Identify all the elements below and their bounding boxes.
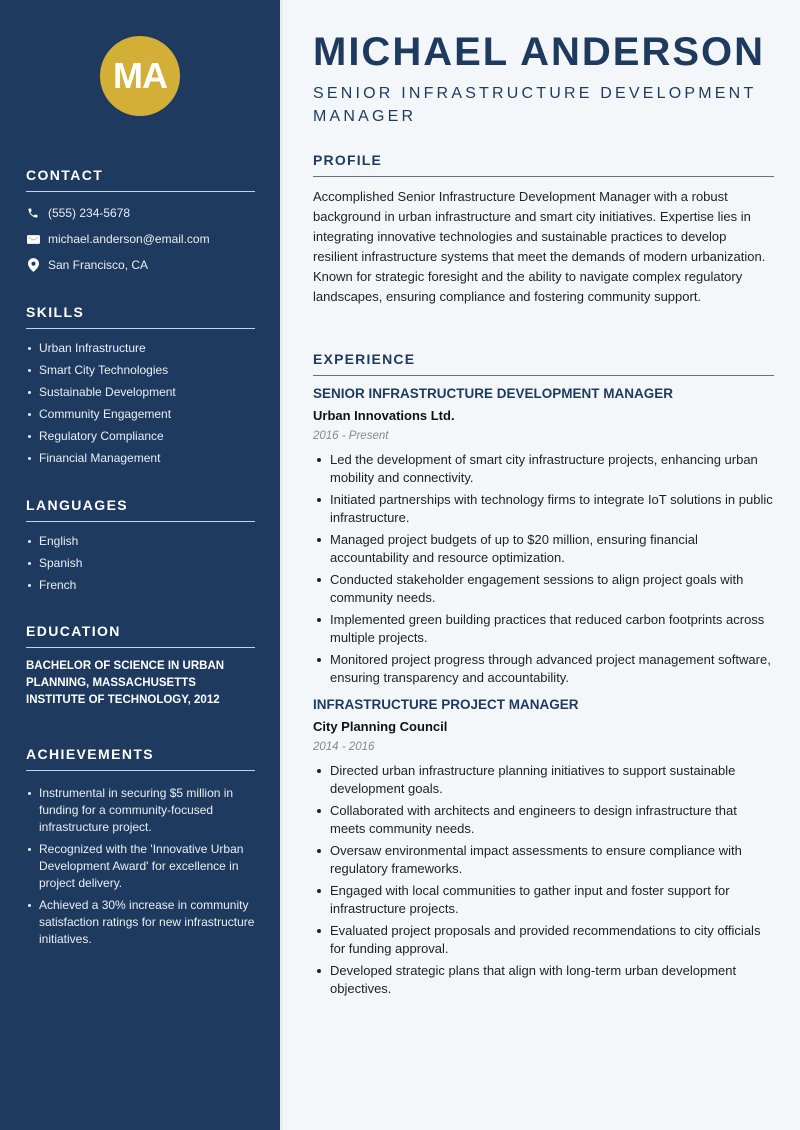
job-bullet: Conducted stakeholder engagement sessions to align project goals with community needs. bbox=[313, 571, 774, 607]
job-bullet: Developed strategic plans that align with long-term urban development objectives. bbox=[313, 962, 774, 998]
profile-section bbox=[313, 152, 774, 307]
job-bullet: Oversaw environmental impact assessments to ensure compliance with regulatory frameworks. bbox=[313, 842, 774, 878]
job-title: SENIOR INFRASTRUCTURE DEVELOPMENT MANAGER bbox=[313, 386, 674, 401]
email-icon bbox=[26, 232, 40, 246]
job-bullet: Evaluated project proposals and provided recommendations to city officials for funding approval. bbox=[313, 922, 774, 958]
achievement-item: Achieved a 30% increase in community satisfaction ratings for new infrastructure initiatives. bbox=[26, 897, 255, 948]
contact-location bbox=[26, 252, 255, 278]
contact-section bbox=[26, 167, 255, 278]
skill-item: Regulatory Compliance bbox=[26, 428, 255, 445]
achievements-heading: ACHIEVEMENTS bbox=[26, 746, 255, 771]
skill-item: Financial Management bbox=[26, 450, 255, 467]
languages-list bbox=[26, 530, 255, 594]
skill-item: Community Engagement bbox=[26, 406, 255, 423]
contact-phone bbox=[26, 200, 255, 226]
language-item: Spanish bbox=[26, 555, 255, 572]
achievement-item: Instrumental in securing $5 million in funding for a community-focused infrastructure project. bbox=[26, 785, 255, 836]
main-content bbox=[280, 0, 800, 1130]
skills-list bbox=[26, 337, 255, 467]
profile-summary: Accomplished Senior Infrastructure Development Manager with a robust background in urban infrastructure and smart city initiatives. Expertise lies in integrating innovative technologies and sustainable practices to develop resilient infrastructure systems that meet the demands of modern urbanization. Known for strategic foresight and the ability to navigate complex regulatory landscapes, ensuring compliance and fostering community support. bbox=[313, 189, 766, 304]
education-section bbox=[26, 623, 255, 709]
job-bullet: Managed project budgets of up to $20 million, ensuring financial accountability and resource optimization. bbox=[313, 531, 774, 567]
job-bullet: Monitored project progress through advanced project management software, ensuring transparency and accountability. bbox=[313, 651, 774, 687]
skills-heading: SKILLS bbox=[26, 304, 255, 329]
avatar-initials: MA bbox=[113, 55, 167, 96]
achievement-item: Recognized with the 'Innovative Urban Development Award' for excellence in project delivery. bbox=[26, 841, 255, 892]
job-entry bbox=[313, 386, 774, 687]
skill-item: Urban Infrastructure bbox=[26, 340, 255, 357]
language-item: French bbox=[26, 577, 255, 594]
job-bullet: Initiated partnerships with technology firms to integrate IoT solutions in public infrastructure. bbox=[313, 491, 774, 527]
phone-icon bbox=[26, 206, 40, 220]
job-bullet: Implemented green building practices that reduced carbon footprints across multiple projects. bbox=[313, 611, 774, 647]
job-bullet: Led the development of smart city infrastructure projects, enhancing urban mobility and connectivity. bbox=[313, 451, 774, 487]
experience-section bbox=[313, 351, 774, 1002]
experience-heading: EXPERIENCE bbox=[313, 351, 774, 376]
job-bullet: Engaged with local communities to gather input and foster support for infrastructure projects. bbox=[313, 882, 774, 918]
avatar bbox=[100, 36, 180, 116]
language-item: English bbox=[26, 533, 255, 550]
candidate-name: MICHAEL ANDERSON bbox=[313, 30, 766, 74]
skill-item: Sustainable Development bbox=[26, 384, 255, 401]
job-bullet: Collaborated with architects and engineers to design infrastructure that meets community needs. bbox=[313, 802, 774, 838]
contact-email bbox=[26, 226, 255, 252]
email-text: michael.anderson@email.com bbox=[48, 232, 210, 246]
job-company: Urban Innovations Ltd. bbox=[313, 408, 455, 423]
job-company: City Planning Council bbox=[313, 719, 448, 734]
job-entry bbox=[313, 697, 774, 998]
achievements-list bbox=[26, 785, 255, 948]
job-dates: 2016 - Present bbox=[313, 430, 389, 442]
contact-heading: CONTACT bbox=[26, 167, 255, 192]
job-title: INFRASTRUCTURE PROJECT MANAGER bbox=[313, 697, 579, 712]
job-bullets bbox=[313, 451, 774, 687]
languages-heading: LANGUAGES bbox=[26, 497, 255, 522]
job-bullet: Directed urban infrastructure planning initiatives to support sustainable development goals. bbox=[313, 762, 774, 798]
profile-heading: PROFILE bbox=[313, 152, 774, 177]
candidate-title: SENIOR INFRASTRUCTURE DEVELOPMENT MANAGER bbox=[313, 85, 757, 125]
education-heading: EDUCATION bbox=[26, 623, 255, 648]
job-bullets bbox=[313, 762, 774, 998]
phone-text: (555) 234-5678 bbox=[48, 206, 131, 220]
skill-item: Smart City Technologies bbox=[26, 362, 255, 379]
location-icon bbox=[26, 258, 40, 272]
education-degree: BACHELOR OF SCIENCE IN URBAN PLANNING, MASSACHUSETTS INSTITUTE OF TECHNOLOGY, 2012 bbox=[26, 660, 225, 706]
job-dates: 2014 - 2016 bbox=[313, 741, 375, 753]
sidebar bbox=[0, 0, 280, 1130]
languages-section bbox=[26, 497, 255, 599]
achievements-section bbox=[26, 746, 255, 953]
skills-section bbox=[26, 304, 255, 472]
location-text: San Francisco, CA bbox=[48, 258, 149, 272]
